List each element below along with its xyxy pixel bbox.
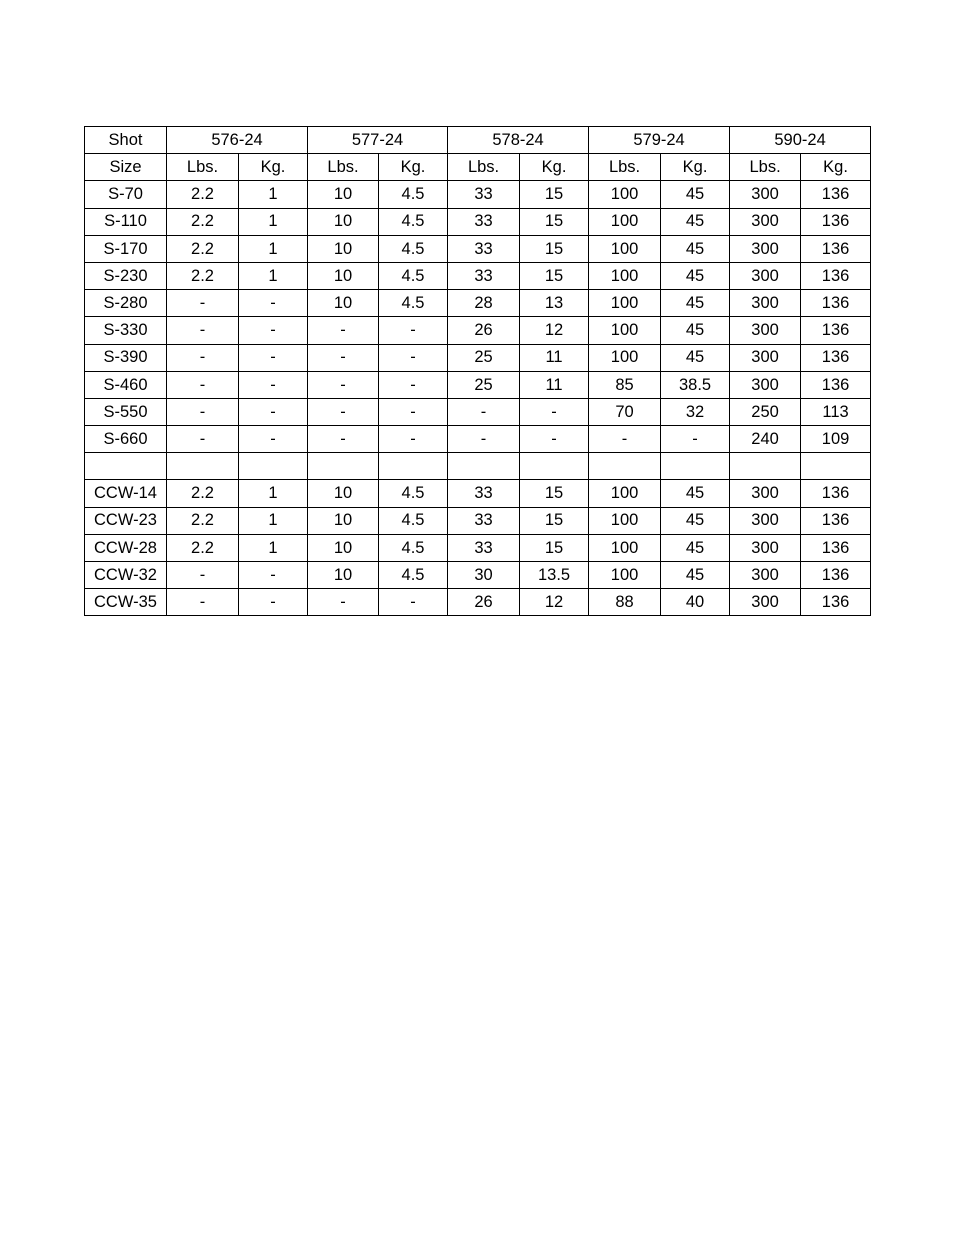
weight-cell: 33 xyxy=(448,480,520,507)
weight-cell: 13 xyxy=(520,290,589,317)
table-row xyxy=(85,235,871,262)
weight-cell xyxy=(167,453,239,480)
weight-cell: 100 xyxy=(589,181,661,208)
weight-cell: 2.2 xyxy=(167,181,239,208)
weight-cell: - xyxy=(239,398,308,425)
weight-cell: 70 xyxy=(589,398,661,425)
weight-cell: 38.5 xyxy=(661,371,730,398)
weight-cell: 136 xyxy=(801,507,871,534)
weight-cell: - xyxy=(379,426,448,453)
weight-cell: 10 xyxy=(308,235,379,262)
weight-cell: 10 xyxy=(308,507,379,534)
weight-cell: 13.5 xyxy=(520,562,589,589)
weight-cell: - xyxy=(167,398,239,425)
weight-cell: 2.2 xyxy=(167,235,239,262)
weight-cell: - xyxy=(239,290,308,317)
weight-cell: 300 xyxy=(730,371,801,398)
table-row xyxy=(85,344,871,371)
weight-cell: 4.5 xyxy=(379,480,448,507)
weight-cell: 33 xyxy=(448,181,520,208)
weight-cell: 100 xyxy=(589,562,661,589)
weight-cell: 100 xyxy=(589,290,661,317)
header-unit-kg: Kg. xyxy=(520,154,589,181)
shot-size-cell: S-550 xyxy=(85,398,167,425)
weight-cell: - xyxy=(379,398,448,425)
weight-cell: 300 xyxy=(730,534,801,561)
weight-cell: 300 xyxy=(730,480,801,507)
weight-cell: 4.5 xyxy=(379,262,448,289)
weight-cell: 4.5 xyxy=(379,208,448,235)
weight-cell: - xyxy=(379,317,448,344)
shot-size-table xyxy=(84,126,871,616)
header-unit-lbs: Lbs. xyxy=(448,154,520,181)
weight-cell: 15 xyxy=(520,235,589,262)
weight-cell: 4.5 xyxy=(379,290,448,317)
weight-cell: 2.2 xyxy=(167,507,239,534)
shot-size-cell: S-230 xyxy=(85,262,167,289)
weight-cell xyxy=(308,453,379,480)
weight-cell: 45 xyxy=(661,317,730,344)
header-unit-kg: Kg. xyxy=(239,154,308,181)
weight-cell: 26 xyxy=(448,589,520,616)
weight-cell: 136 xyxy=(801,262,871,289)
weight-cell: 136 xyxy=(801,480,871,507)
weight-cell: 1 xyxy=(239,507,308,534)
header-group-576-24: 576-24 xyxy=(167,127,308,154)
weight-cell: 300 xyxy=(730,562,801,589)
table-row xyxy=(85,181,871,208)
weight-cell: 33 xyxy=(448,235,520,262)
weight-cell: 300 xyxy=(730,290,801,317)
weight-cell: 45 xyxy=(661,208,730,235)
weight-cell: 100 xyxy=(589,344,661,371)
weight-cell: 28 xyxy=(448,290,520,317)
weight-cell: - xyxy=(308,344,379,371)
table-row xyxy=(85,398,871,425)
weight-cell: 10 xyxy=(308,262,379,289)
weight-cell: 4.5 xyxy=(379,562,448,589)
weight-cell: 300 xyxy=(730,262,801,289)
table-row xyxy=(85,208,871,235)
weight-cell: 25 xyxy=(448,371,520,398)
weight-cell: 30 xyxy=(448,562,520,589)
header-unit-kg: Kg. xyxy=(379,154,448,181)
table-row xyxy=(85,453,871,480)
weight-cell: - xyxy=(239,317,308,344)
shot-size-cell: S-330 xyxy=(85,317,167,344)
weight-cell: - xyxy=(520,426,589,453)
weight-cell: 136 xyxy=(801,290,871,317)
weight-cell: - xyxy=(448,426,520,453)
weight-cell: 10 xyxy=(308,208,379,235)
weight-cell: 33 xyxy=(448,208,520,235)
table-row xyxy=(85,589,871,616)
table-row xyxy=(85,290,871,317)
header-group-590-24: 590-24 xyxy=(730,127,871,154)
weight-cell: - xyxy=(167,589,239,616)
table-row xyxy=(85,262,871,289)
weight-cell: 26 xyxy=(448,317,520,344)
weight-cell: 300 xyxy=(730,507,801,534)
weight-cell: - xyxy=(239,426,308,453)
weight-cell: 100 xyxy=(589,507,661,534)
weight-cell: 10 xyxy=(308,181,379,208)
weight-cell: - xyxy=(239,371,308,398)
weight-cell: 4.5 xyxy=(379,534,448,561)
header-shot: Shot xyxy=(85,127,167,154)
weight-cell: 100 xyxy=(589,262,661,289)
weight-cell: 45 xyxy=(661,562,730,589)
header-unit-lbs: Lbs. xyxy=(167,154,239,181)
weight-cell: 113 xyxy=(801,398,871,425)
weight-cell: 11 xyxy=(520,371,589,398)
weight-cell: - xyxy=(167,371,239,398)
table-row xyxy=(85,480,871,507)
shot-size-cell: CCW-23 xyxy=(85,507,167,534)
header-group-578-24: 578-24 xyxy=(448,127,589,154)
weight-cell: - xyxy=(167,317,239,344)
weight-cell: 4.5 xyxy=(379,181,448,208)
weight-cell: 300 xyxy=(730,181,801,208)
shot-size-cell: CCW-32 xyxy=(85,562,167,589)
weight-cell xyxy=(801,453,871,480)
table-row xyxy=(85,507,871,534)
weight-cell: 100 xyxy=(589,534,661,561)
weight-cell: 136 xyxy=(801,235,871,262)
weight-cell xyxy=(661,453,730,480)
weight-cell: 136 xyxy=(801,181,871,208)
weight-cell: 12 xyxy=(520,317,589,344)
weight-cell: 45 xyxy=(661,262,730,289)
weight-cell: 300 xyxy=(730,235,801,262)
weight-cell xyxy=(589,453,661,480)
shot-size-cell: CCW-28 xyxy=(85,534,167,561)
header-size: Size xyxy=(85,154,167,181)
weight-cell: 300 xyxy=(730,317,801,344)
header-group-577-24: 577-24 xyxy=(308,127,448,154)
weight-cell: 1 xyxy=(239,480,308,507)
weight-cell: 10 xyxy=(308,480,379,507)
weight-cell: 15 xyxy=(520,208,589,235)
weight-cell: 15 xyxy=(520,262,589,289)
weight-cell: 300 xyxy=(730,589,801,616)
table-row xyxy=(85,426,871,453)
weight-cell: - xyxy=(167,344,239,371)
weight-cell: 40 xyxy=(661,589,730,616)
weight-cell: 45 xyxy=(661,344,730,371)
weight-cell: 2.2 xyxy=(167,208,239,235)
shot-size-cell: S-390 xyxy=(85,344,167,371)
weight-cell: - xyxy=(448,398,520,425)
shot-size-cell xyxy=(85,453,167,480)
weight-cell: 85 xyxy=(589,371,661,398)
weight-cell: - xyxy=(167,562,239,589)
weight-cell: 136 xyxy=(801,589,871,616)
weight-cell: 15 xyxy=(520,480,589,507)
header-unit-lbs: Lbs. xyxy=(308,154,379,181)
shot-size-cell: CCW-35 xyxy=(85,589,167,616)
weight-cell: 2.2 xyxy=(167,262,239,289)
weight-cell: - xyxy=(308,426,379,453)
table-row xyxy=(85,317,871,344)
weight-cell: 1 xyxy=(239,181,308,208)
weight-cell: 15 xyxy=(520,534,589,561)
shot-size-cell: S-460 xyxy=(85,371,167,398)
header-unit-lbs: Lbs. xyxy=(589,154,661,181)
weight-cell: 32 xyxy=(661,398,730,425)
weight-cell: 15 xyxy=(520,507,589,534)
weight-cell: 10 xyxy=(308,290,379,317)
weight-cell: 45 xyxy=(661,534,730,561)
weight-cell xyxy=(379,453,448,480)
weight-cell: 45 xyxy=(661,480,730,507)
weight-cell: 100 xyxy=(589,480,661,507)
weight-cell: 4.5 xyxy=(379,235,448,262)
weight-cell: 2.2 xyxy=(167,534,239,561)
shot-size-cell: S-280 xyxy=(85,290,167,317)
weight-cell xyxy=(239,453,308,480)
weight-cell: 12 xyxy=(520,589,589,616)
weight-cell: - xyxy=(589,426,661,453)
weight-cell: 45 xyxy=(661,235,730,262)
weight-cell: 4.5 xyxy=(379,507,448,534)
weight-cell: - xyxy=(308,589,379,616)
weight-cell: 250 xyxy=(730,398,801,425)
weight-cell: - xyxy=(239,562,308,589)
weight-cell: 100 xyxy=(589,208,661,235)
weight-cell: 33 xyxy=(448,534,520,561)
weight-cell: 1 xyxy=(239,262,308,289)
header-unit-kg: Kg. xyxy=(801,154,871,181)
weight-cell: - xyxy=(379,589,448,616)
table-row xyxy=(85,371,871,398)
weight-cell: 10 xyxy=(308,534,379,561)
weight-cell xyxy=(730,453,801,480)
weight-cell: 100 xyxy=(589,235,661,262)
weight-cell: 11 xyxy=(520,344,589,371)
weight-cell: 45 xyxy=(661,290,730,317)
weight-cell: 88 xyxy=(589,589,661,616)
header-row-units xyxy=(85,154,871,181)
weight-cell: 15 xyxy=(520,181,589,208)
shot-size-cell: S-110 xyxy=(85,208,167,235)
weight-cell: 109 xyxy=(801,426,871,453)
weight-cell: - xyxy=(239,589,308,616)
weight-cell: 136 xyxy=(801,371,871,398)
table-row xyxy=(85,562,871,589)
header-unit-kg: Kg. xyxy=(661,154,730,181)
weight-cell: - xyxy=(379,344,448,371)
weight-cell: 1 xyxy=(239,235,308,262)
weight-cell: 136 xyxy=(801,562,871,589)
weight-cell: - xyxy=(379,371,448,398)
weight-cell: 45 xyxy=(661,507,730,534)
weight-cell: - xyxy=(661,426,730,453)
weight-cell: 136 xyxy=(801,534,871,561)
weight-cell: 136 xyxy=(801,317,871,344)
weight-cell: - xyxy=(308,398,379,425)
shot-size-cell: S-660 xyxy=(85,426,167,453)
weight-cell: 300 xyxy=(730,344,801,371)
weight-cell: 25 xyxy=(448,344,520,371)
shot-size-cell: S-170 xyxy=(85,235,167,262)
weight-cell: - xyxy=(167,426,239,453)
weight-cell: 45 xyxy=(661,181,730,208)
shot-size-cell: CCW-14 xyxy=(85,480,167,507)
header-unit-lbs: Lbs. xyxy=(730,154,801,181)
weight-cell: 1 xyxy=(239,208,308,235)
weight-cell: 10 xyxy=(308,562,379,589)
weight-cell: - xyxy=(520,398,589,425)
table-row xyxy=(85,534,871,561)
weight-cell: 136 xyxy=(801,208,871,235)
weight-cell: 300 xyxy=(730,208,801,235)
weight-cell: - xyxy=(308,317,379,344)
weight-cell: 1 xyxy=(239,534,308,561)
weight-cell: 2.2 xyxy=(167,480,239,507)
weight-cell: 240 xyxy=(730,426,801,453)
table-body xyxy=(85,127,871,616)
weight-cell: - xyxy=(167,290,239,317)
weight-cell: 33 xyxy=(448,507,520,534)
header-group-579-24: 579-24 xyxy=(589,127,730,154)
weight-cell xyxy=(448,453,520,480)
weight-cell: 136 xyxy=(801,344,871,371)
weight-cell: 33 xyxy=(448,262,520,289)
weight-cell: 100 xyxy=(589,317,661,344)
weight-cell: - xyxy=(239,344,308,371)
weight-cell: - xyxy=(308,371,379,398)
weight-cell xyxy=(520,453,589,480)
header-row-groups xyxy=(85,127,871,154)
shot-size-cell: S-70 xyxy=(85,181,167,208)
